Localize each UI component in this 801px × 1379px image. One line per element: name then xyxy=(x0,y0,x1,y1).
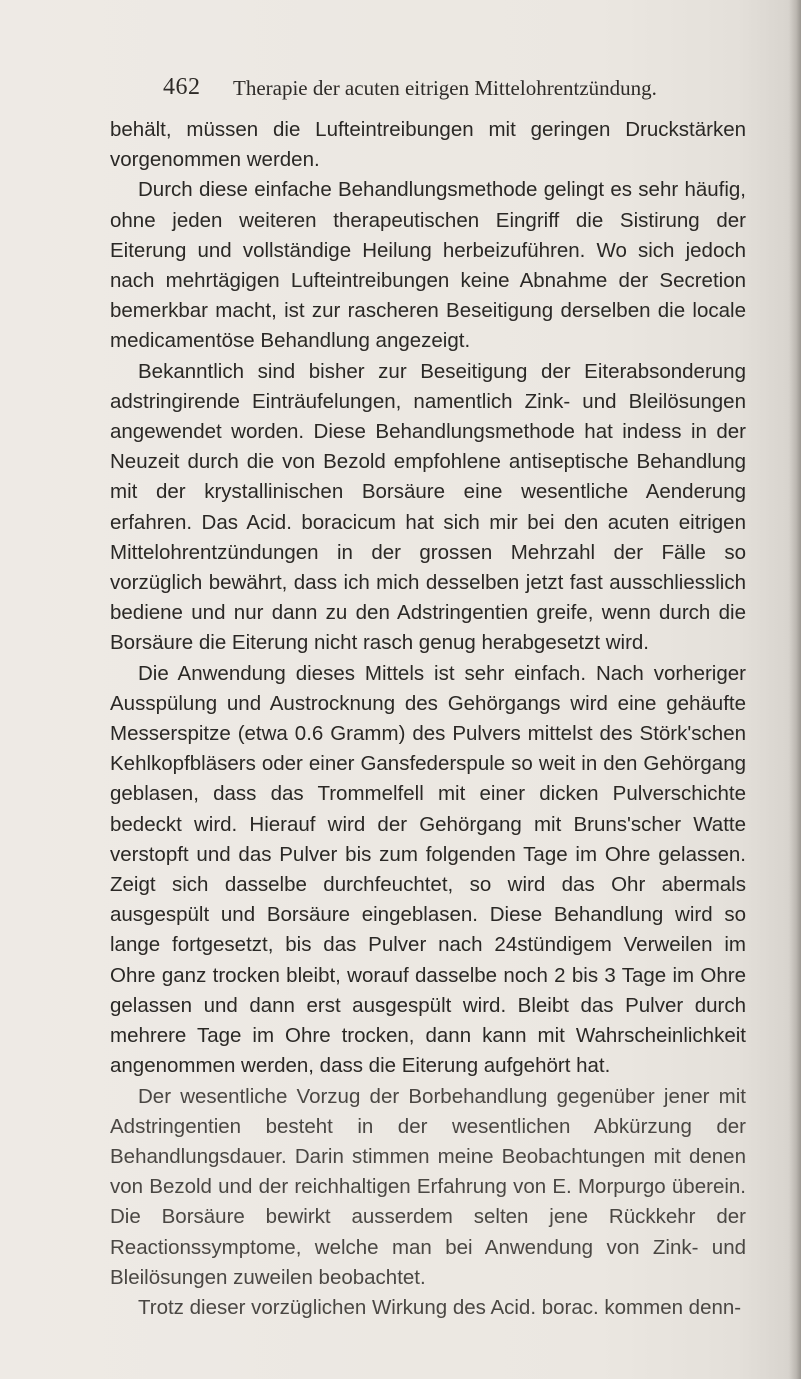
paragraph-1: behält, müssen die Lufteintreibungen mit geringen Druckstärken vorgenommen werden. xyxy=(110,118,746,172)
paragraph-4: Die Anwendung dieses Mittels ist sehr einfach. Nach vorheriger Ausspülung und Austrocknung des Gehörgangs wird eine gehäufte Messerspitze (etwa 0.6 Gramm) des Pulvers mittelst des Störk'schen Kehlkopfbläsers oder einer Gansfederspule so weit in den Gehörgang geblasen, dass das Trommelfell mit einer dicken Pulverschichte bedeckt wird. Hierauf wird der Gehörgang mit Bruns'scher Watte verstopft und das Pulver bis zum folgenden Tage im Ohre gelassen. Zeigt sich dasselbe durchfeuchtet, so wird das Ohr abermals ausgespült und Borsäure eingeblasen. Diese Behandlung wird so lange fortgesetzt, bis das Pulver nach 24stündigem Verweilen im Ohre ganz trocken bleibt, worauf dasselbe noch 2 bis 3 Tage im Ohre gelassen und dann erst ausgespült wird. Bleibt das Pulver durch mehrere Tage im Ohre trocken, dann kann mit Wahrscheinlichkeit angenommen werden, dass die Eiterung aufgehört hat. xyxy=(110,661,746,1078)
page-number: 462 xyxy=(163,74,201,100)
page-edge-shadow xyxy=(789,0,801,1379)
page-header xyxy=(163,72,763,104)
paragraph-5: Der wesentliche Vorzug der Borbehandlung gegenüber jener mit Adstringentien besteht in der wesentlichen Abkürzung der Behandlungsdauer. Darin stimmen meine Beobachtungen mit denen von Bezold und der reichhaltigen Erfahrung von E. Morpurgo überein. Die Borsäure bewirkt ausserdem selten jene Rückkehr der Reactionssymptome, welche man bei Anwendung von Zink- und Bleilösungen zuweilen beobachtet. xyxy=(110,1084,746,1289)
paragraph-2: Durch diese einfache Behandlungsmethode gelingt es sehr häufig, ohne jeden weiteren therapeutischen Eingriff die Sistirung der Eiterung und vollständige Heilung herbeizuführen. Wo sich jedoch nach mehrtägigen Lufteintreibungen keine Abnahme der Secretion bemerkbar macht, ist zur rascheren Beseitigung derselben die locale medicamentöse Behandlung angezeigt. xyxy=(110,178,746,353)
running-title: Therapie der acuten eitrigen Mittelohrentzündung. xyxy=(233,76,657,100)
paragraph-3: Bekanntlich sind bisher zur Beseitigung der Eiterabsonderung adstringirende Einträufelungen, namentlich Zink- und Bleilösungen angewendet worden. Diese Behandlungsmethode hat indess in der Neuzeit durch die von Bezold empfohlene antiseptische Behandlung mit der krystallinischen Borsäure eine wesentliche Aenderung erfahren. Das Acid. boracicum hat sich mir bei den acuten eitrigen Mittelohrentzündungen in der grossen Mehrzahl der Fälle so vorzüglich bewährt, dass ich mich desselben jetzt fast ausschliesslich bediene und nur dann zu den Adstringentien greife, wenn durch die Borsäure die Eiterung nicht rasch genug herabgesetzt wird. xyxy=(110,359,746,655)
paragraph-6: Trotz dieser vorzüglichen Wirkung des Acid. borac. kommen denn- xyxy=(138,1295,742,1319)
body-text xyxy=(110,115,746,1323)
